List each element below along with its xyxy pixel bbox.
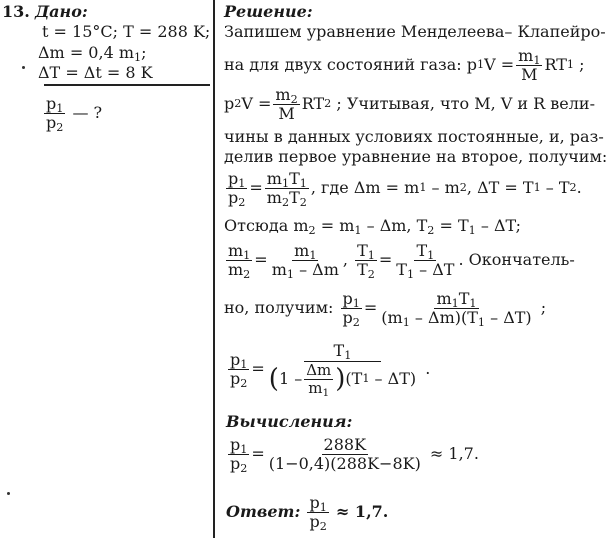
given-line-2: Δm = 0,4 $m_1$; — [38, 43, 147, 65]
given-divider — [44, 84, 210, 86]
solution-line-9: но, получим: $\frac{p_1}{p_2}$ = $\frac{m_1T_1}{(m_1 - \Delta m)(T_1 - \Delta T)}$ ; — [224, 288, 547, 329]
calc-formula: $\frac{p_1}{p_2}$ = $\frac{288K}{(1-0,4)(288K-8K)}$ ≈ 1,7. — [230, 434, 479, 475]
answer-value: ≈ 1,7. — [335, 502, 389, 521]
solution-line-2: на для двух состояний газа: p 1 V = $\frac{m_1}{M}$ RT 1 ; — [224, 45, 585, 84]
solution-line-1: Запишем уравнение Менделеева– Клапейро- — [224, 22, 606, 41]
solution-heading: Решение: — [224, 2, 313, 21]
given-heading: Дано: — [34, 2, 88, 21]
solution-line-3: p 2 V = $\frac{m_2}{M}$ RT 2 ; Учитывая, что M, V и R вели- — [224, 84, 595, 123]
given-line-3: ΔT = Δt = 8 K — [38, 63, 153, 82]
margin-mark — [7, 492, 10, 495]
calc-heading: Вычисления: — [226, 412, 353, 431]
solution-line-8: $\frac{m_1}{m_2}$ = $\frac{m_1}{m_1 - \Delta m}$ , $\frac{T_1}{T_2}$ = $\frac{T_1}{T_1 - \Delta T}$ . Окончатель- — [228, 240, 575, 281]
solution-line-4: чины в данных условиях постоянные, и, раз- — [224, 127, 604, 146]
column-divider — [213, 0, 215, 538]
solution-line-7: Отсюда $m_2 = m_1 - \Delta m$, $T_2 = T_1 - \Delta T$; — [224, 216, 521, 238]
solution-line-6: $\frac{p_1}{p_2}$ = $\frac{m_1T_1}{m_2T_2}$ , где Δm = m 1 – m 2 , ΔT = T 1 – T 2 . — [228, 168, 582, 209]
given-line-1: t = 15°C; T = 288 K; — [42, 22, 211, 41]
solution-line-5: делив первое уравнение на второе, получим: — [224, 147, 608, 166]
find-quantity: $\frac{p_1}{p_2}$ — ? — [46, 94, 103, 135]
answer: Ответ: $\frac{p_1}{p_2}$ ≈ 1,7. — [226, 492, 389, 533]
problem-number: 13. — [2, 2, 30, 21]
answer-heading: Ответ: — [226, 502, 301, 521]
final-formula: $\frac{p_1}{p_2}$ = $T_1$ ( 1 – $\frac{\Delta m}{m_1}$ ) (T 1 – ΔT) . — [230, 340, 431, 399]
given-header — [2, 2, 88, 22]
margin-mark — [22, 66, 25, 69]
